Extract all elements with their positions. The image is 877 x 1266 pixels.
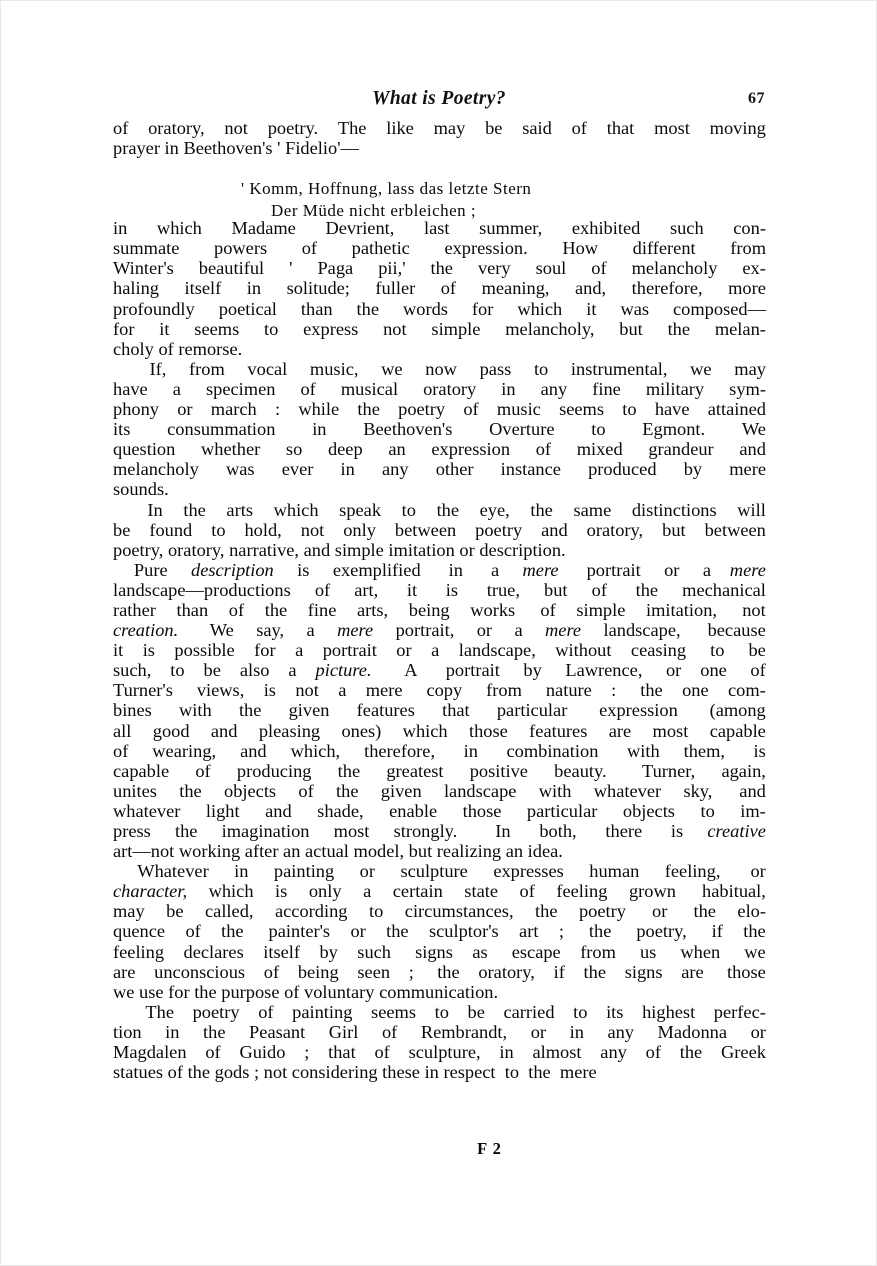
text-line: all good and pleasing ones) which those features are most capable (113, 720, 766, 741)
running-head-title: What is Poetry? (372, 88, 506, 109)
text-line: The poetry of painting seems to be carried to its highest perfec- (145, 1001, 766, 1022)
verse-line: Der Müde nicht erbleichen ; (271, 201, 477, 220)
running-head (113, 88, 765, 114)
text-line: bines with the given features that particular expression (among (113, 700, 766, 721)
text-line: capable of producing the greatest positive beauty. Turner, again, (113, 760, 766, 781)
paragraph-block-5 (113, 560, 766, 861)
text-line: sounds. (113, 479, 169, 500)
text-line: prayer in Beethoven's ' Fidelio'— (113, 138, 359, 159)
text-line: Pure description is exemplified in a mere portrait or a mere (133, 559, 766, 580)
text-line: Winter's beautiful ' Paga pii,' the very soul of melancholy ex- (113, 258, 766, 279)
text-line: melancholy was ever in any other instance produced by mere (113, 459, 766, 480)
text-line: such, to be also a picture. A portrait by Lawrence, or one of (113, 660, 766, 681)
text-line: character, which is only a certain state of feeling grown habitual, (113, 881, 766, 902)
text-line: creation. We say, a mere portrait, or a mere landscape, because (113, 620, 766, 641)
text-line: question whether so deep an expression of mixed grandeur and (113, 439, 766, 460)
text-line: it is possible for a portrait or a landscape, without ceasing to be (113, 640, 766, 661)
text-line: If, from vocal music, we now pass to instrumental, we may (149, 358, 766, 379)
text-line: have a specimen of musical oratory in any fine military sym- (113, 378, 766, 399)
text-line: tion in the Peasant Girl of Rembrandt, or in any Madonna or (113, 1021, 766, 1042)
text-line: Turner's views, is not a mere copy from nature : the one com- (113, 680, 766, 701)
text-line: summate powers of pathetic expression. How different from (113, 238, 766, 259)
text-line: choly of remorse. (113, 338, 243, 359)
text-line: rather than of the fine arts, being works of simple imitation, not (113, 599, 766, 620)
paragraph-block-6 (113, 861, 766, 1002)
text-line: haling itself in solitude; fuller of meaning, and, therefore, more (113, 278, 766, 299)
text-line: are unconscious of being seen ; the oratory, if the signs are those (113, 961, 766, 982)
text-line: in which Madame Devrient, last summer, exhibited such con- (113, 218, 766, 239)
text-line: we use for the purpose of voluntary communication. (113, 981, 499, 1002)
verse-quotation (113, 178, 766, 222)
paragraph-block-7 (113, 1002, 766, 1082)
text-line: Magdalen of Guido ; that of sculpture, in almost any of the Greek (113, 1042, 766, 1063)
text-line: may be called, according to circumstances, the poetry or the elo- (113, 901, 766, 922)
text-line: unites the objects of the given landscape with whatever sky, and (113, 780, 766, 801)
paragraph-block-1 (113, 118, 766, 158)
text-line: feeling declares itself by such signs as escape from us when we (113, 941, 766, 962)
signature-mark: F 2 (477, 1139, 502, 1158)
paragraph-block-3 (113, 359, 766, 500)
text-line: press the imagination most strongly. In both, there is creative (113, 821, 766, 841)
text-line: statues of the gods ; not considering these in respect to the mere (113, 1062, 597, 1083)
paragraph-block-4 (113, 500, 766, 560)
text-line: quence of the painter's or the sculptor's art ; the poetry, if the (113, 921, 766, 942)
text-line: art—not working after an actual model, but realizing an idea. (113, 841, 563, 862)
text-line: be found to hold, not only between poetry and oratory, but between (113, 519, 766, 540)
text-line: In the arts which speak to the eye, the same distinctions will (147, 499, 766, 520)
text-line: poetry, oratory, narrative, and simple imitation or description. (113, 539, 566, 560)
text-line: profoundly poetical than the words for which it was composed— (113, 298, 766, 319)
text-line: of oratory, not poetry. The like may be said of that most moving (113, 118, 766, 138)
page-number: 67 (748, 90, 765, 107)
text-line: of wearing, and which, therefore, in combination with them, is (113, 740, 766, 761)
paragraph-block-2 (113, 218, 766, 359)
text-line: phony or march : while the poetry of music seems to have attained (113, 399, 766, 420)
page-text-body (113, 118, 766, 1082)
text-line: for it seems to express not simple melancholy, but the melan- (113, 318, 766, 339)
text-line: whatever light and shade, enable those particular objects to im- (113, 800, 766, 821)
text-line: Whatever in painting or sculpture expresses human feeling, or (137, 861, 766, 882)
text-line: landscape—productions of art, it is true, but of the mechanical (113, 579, 766, 600)
verse-line: ' Komm, Hoffnung, lass das letzte Stern (241, 179, 532, 198)
text-line: its consummation in Beethoven's Overture to Egmont. We (113, 419, 766, 440)
